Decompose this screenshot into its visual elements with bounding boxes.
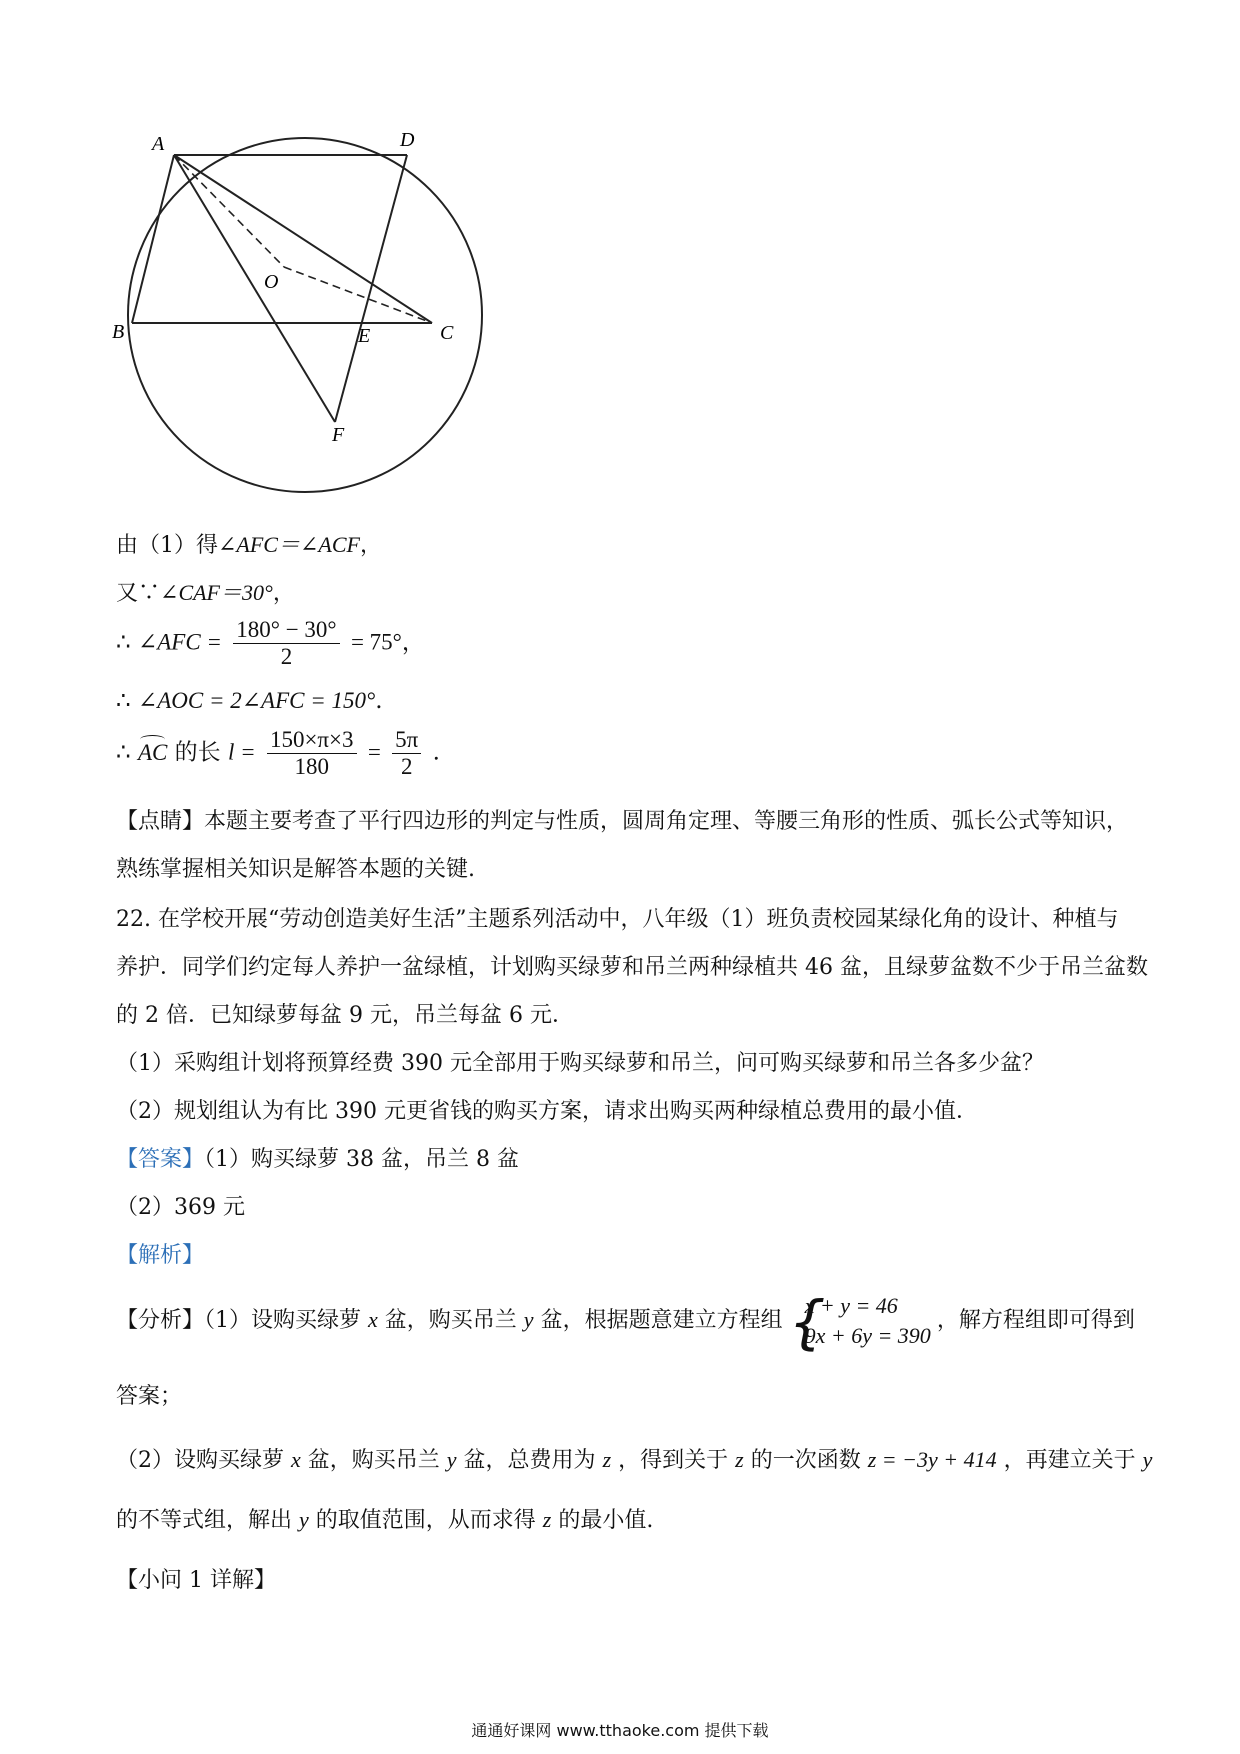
- analysis-text: （2）设购买绿萝: [116, 1448, 284, 1473]
- therefore-symbol: ∴: [116, 629, 131, 656]
- therefore-symbol: ∴: [116, 688, 131, 714]
- line3-suffix: ，: [401, 629, 425, 656]
- brace-icon: {: [788, 1288, 826, 1356]
- fraction-numerator: 150×π×3: [267, 727, 357, 754]
- analysis-text: ，再建立关于: [1003, 1448, 1136, 1473]
- fraction-numerator: 5π: [392, 727, 421, 754]
- label-c: C: [440, 322, 454, 344]
- line1-prefix: 由（1）得: [116, 533, 218, 558]
- dianjing-text-2: 熟练掌握相关知识是解答本题的关键.: [116, 857, 475, 882]
- linear-function: z = −3y + 414: [867, 1447, 997, 1472]
- equation-2: 9x + 6y = 390: [804, 1323, 931, 1348]
- line3-rhs: = 75°: [350, 629, 402, 655]
- line2-suffix: ，: [272, 581, 295, 606]
- dianjing-line-1: [116, 807, 1128, 837]
- solution-line-3: [116, 617, 425, 670]
- var-y: y: [523, 1307, 534, 1332]
- problem22-line-2: 养护．同学们约定每人养护一盆绿植，计划购买绿萝和吊兰两种绿植共 46 盆，且绿萝盆数不少于吊兰盆数: [116, 955, 1148, 980]
- var-y: y: [1142, 1447, 1153, 1472]
- fraction-denominator: 2: [400, 754, 413, 779]
- answer-line-1: [116, 1145, 519, 1175]
- answer-line-2: （2）369 元: [116, 1195, 245, 1220]
- line3-lhs: ∠AFC =: [137, 629, 222, 655]
- analysis-text: 的取值范围，从而求得: [315, 1508, 536, 1533]
- label-a: A: [152, 133, 165, 155]
- dianjing-line-2: [116, 855, 475, 885]
- segment-af: [174, 155, 335, 422]
- arc-ac: AC: [138, 738, 167, 768]
- analysis-text: ，得到关于: [618, 1448, 729, 1473]
- problem22-line-1: 22. 在学校开展“劳动创造美好生活”主题系列活动中，八年级（1）班负责校园某绿化角的设计、种植与: [116, 907, 1119, 932]
- circle-o: [128, 138, 482, 492]
- line5-mid: 的长: [174, 739, 221, 766]
- page-footer: 通通好课网 www.tthaoke.com 提供下载: [471, 1721, 769, 1740]
- line2-prefix: 又∵: [116, 581, 161, 606]
- line5-suffix: .: [432, 739, 440, 766]
- jiexi-tag: 【解析】: [116, 1243, 205, 1268]
- analysis-tag: 【分析】: [116, 1308, 205, 1333]
- dianjing-text-1: 本题主要考查了平行四边形的判定与性质，圆周角定理、等腰三角形的性质、弧长公式等知识，: [204, 809, 1129, 834]
- fraction-denominator: 180: [294, 754, 329, 779]
- analysis-text: 盆，总费用为: [463, 1448, 596, 1473]
- analysis-text: 的最小值.: [558, 1508, 654, 1533]
- segment-df: [335, 155, 407, 422]
- therefore-symbol: ∴: [116, 739, 131, 766]
- analysis-text: 盆，根据题意建立方程组: [540, 1308, 783, 1333]
- analysis-text: 盆，购买吊兰: [384, 1308, 517, 1333]
- label-f: F: [332, 424, 345, 446]
- analysis-text: 的不等式组，解出: [116, 1508, 293, 1533]
- fraction-result: [392, 727, 421, 780]
- analysis-text: 盆，购买吊兰: [307, 1448, 440, 1473]
- analysis-text: 的一次函数: [750, 1448, 861, 1473]
- solution-line-1: [116, 530, 382, 561]
- label-o: O: [264, 271, 279, 293]
- answer-tag: 【答案】: [116, 1147, 205, 1172]
- var-z: z: [735, 1447, 744, 1472]
- label-b: B: [112, 321, 125, 343]
- line5-lhs: l =: [227, 739, 256, 765]
- analysis-text: （1）设购买绿萝: [204, 1308, 362, 1333]
- problem22-question-2: （2）规划组认为有比 390 元更省钱的购买方案，请求出购买两种绿植总费用的最小值．: [116, 1099, 978, 1124]
- var-x: x: [291, 1447, 301, 1472]
- fraction-numerator: 180° − 30°: [233, 617, 339, 644]
- line1-expr: ∠AFC＝∠ACF: [218, 532, 360, 557]
- dianjing-tag: 【点睛】: [116, 809, 205, 834]
- problem22-line-3: 的 2 倍．已知绿萝每盆 9 元，吊兰每盆 6 元．: [116, 1003, 574, 1028]
- var-y: y: [299, 1507, 309, 1532]
- analysis-line-4: [116, 1505, 653, 1536]
- fraction-arc-length: [267, 727, 357, 780]
- equation-system: [788, 1288, 931, 1356]
- subquestion-1-tag: 【小问 1 详解】: [116, 1568, 276, 1593]
- equals-sign: =: [367, 739, 381, 765]
- solution-line-5: [116, 727, 440, 780]
- analysis-line-3: [116, 1445, 1152, 1476]
- analysis-line-1: [116, 1288, 1135, 1356]
- line2-expr: ∠CAF＝30°: [160, 580, 273, 605]
- problem22-question-1: （1）采购组计划将预算经费 390 元全部用于购买绿萝和吊兰，问可购买绿萝和吊兰各多少盆？: [116, 1051, 1044, 1076]
- segment-ac: [174, 155, 432, 323]
- segment-ab: [132, 155, 174, 323]
- fraction-denominator: 2: [280, 644, 293, 669]
- geometry-figure: [110, 100, 490, 500]
- fraction-angle: [233, 617, 339, 670]
- label-e: E: [358, 325, 371, 347]
- equation-1: x + y = 46: [804, 1293, 898, 1318]
- line4-suffix: .: [375, 688, 383, 714]
- line1-suffix: ，: [359, 533, 382, 558]
- var-z: z: [542, 1507, 552, 1532]
- solution-line-4: [116, 686, 383, 716]
- solution-line-2: [116, 578, 295, 609]
- label-d: D: [400, 129, 415, 151]
- var-x: x: [368, 1307, 378, 1332]
- line4-expr: ∠AOC = 2∠AFC = 150°: [137, 688, 376, 713]
- var-y: y: [446, 1447, 457, 1472]
- analysis-line-2: 答案；: [116, 1384, 183, 1409]
- answer-1: （1）购买绿萝 38 盆，吊兰 8 盆: [204, 1147, 519, 1172]
- var-z: z: [602, 1447, 612, 1472]
- analysis-text: ，解方程组即可得到: [936, 1308, 1135, 1333]
- segment-ao: [174, 155, 284, 267]
